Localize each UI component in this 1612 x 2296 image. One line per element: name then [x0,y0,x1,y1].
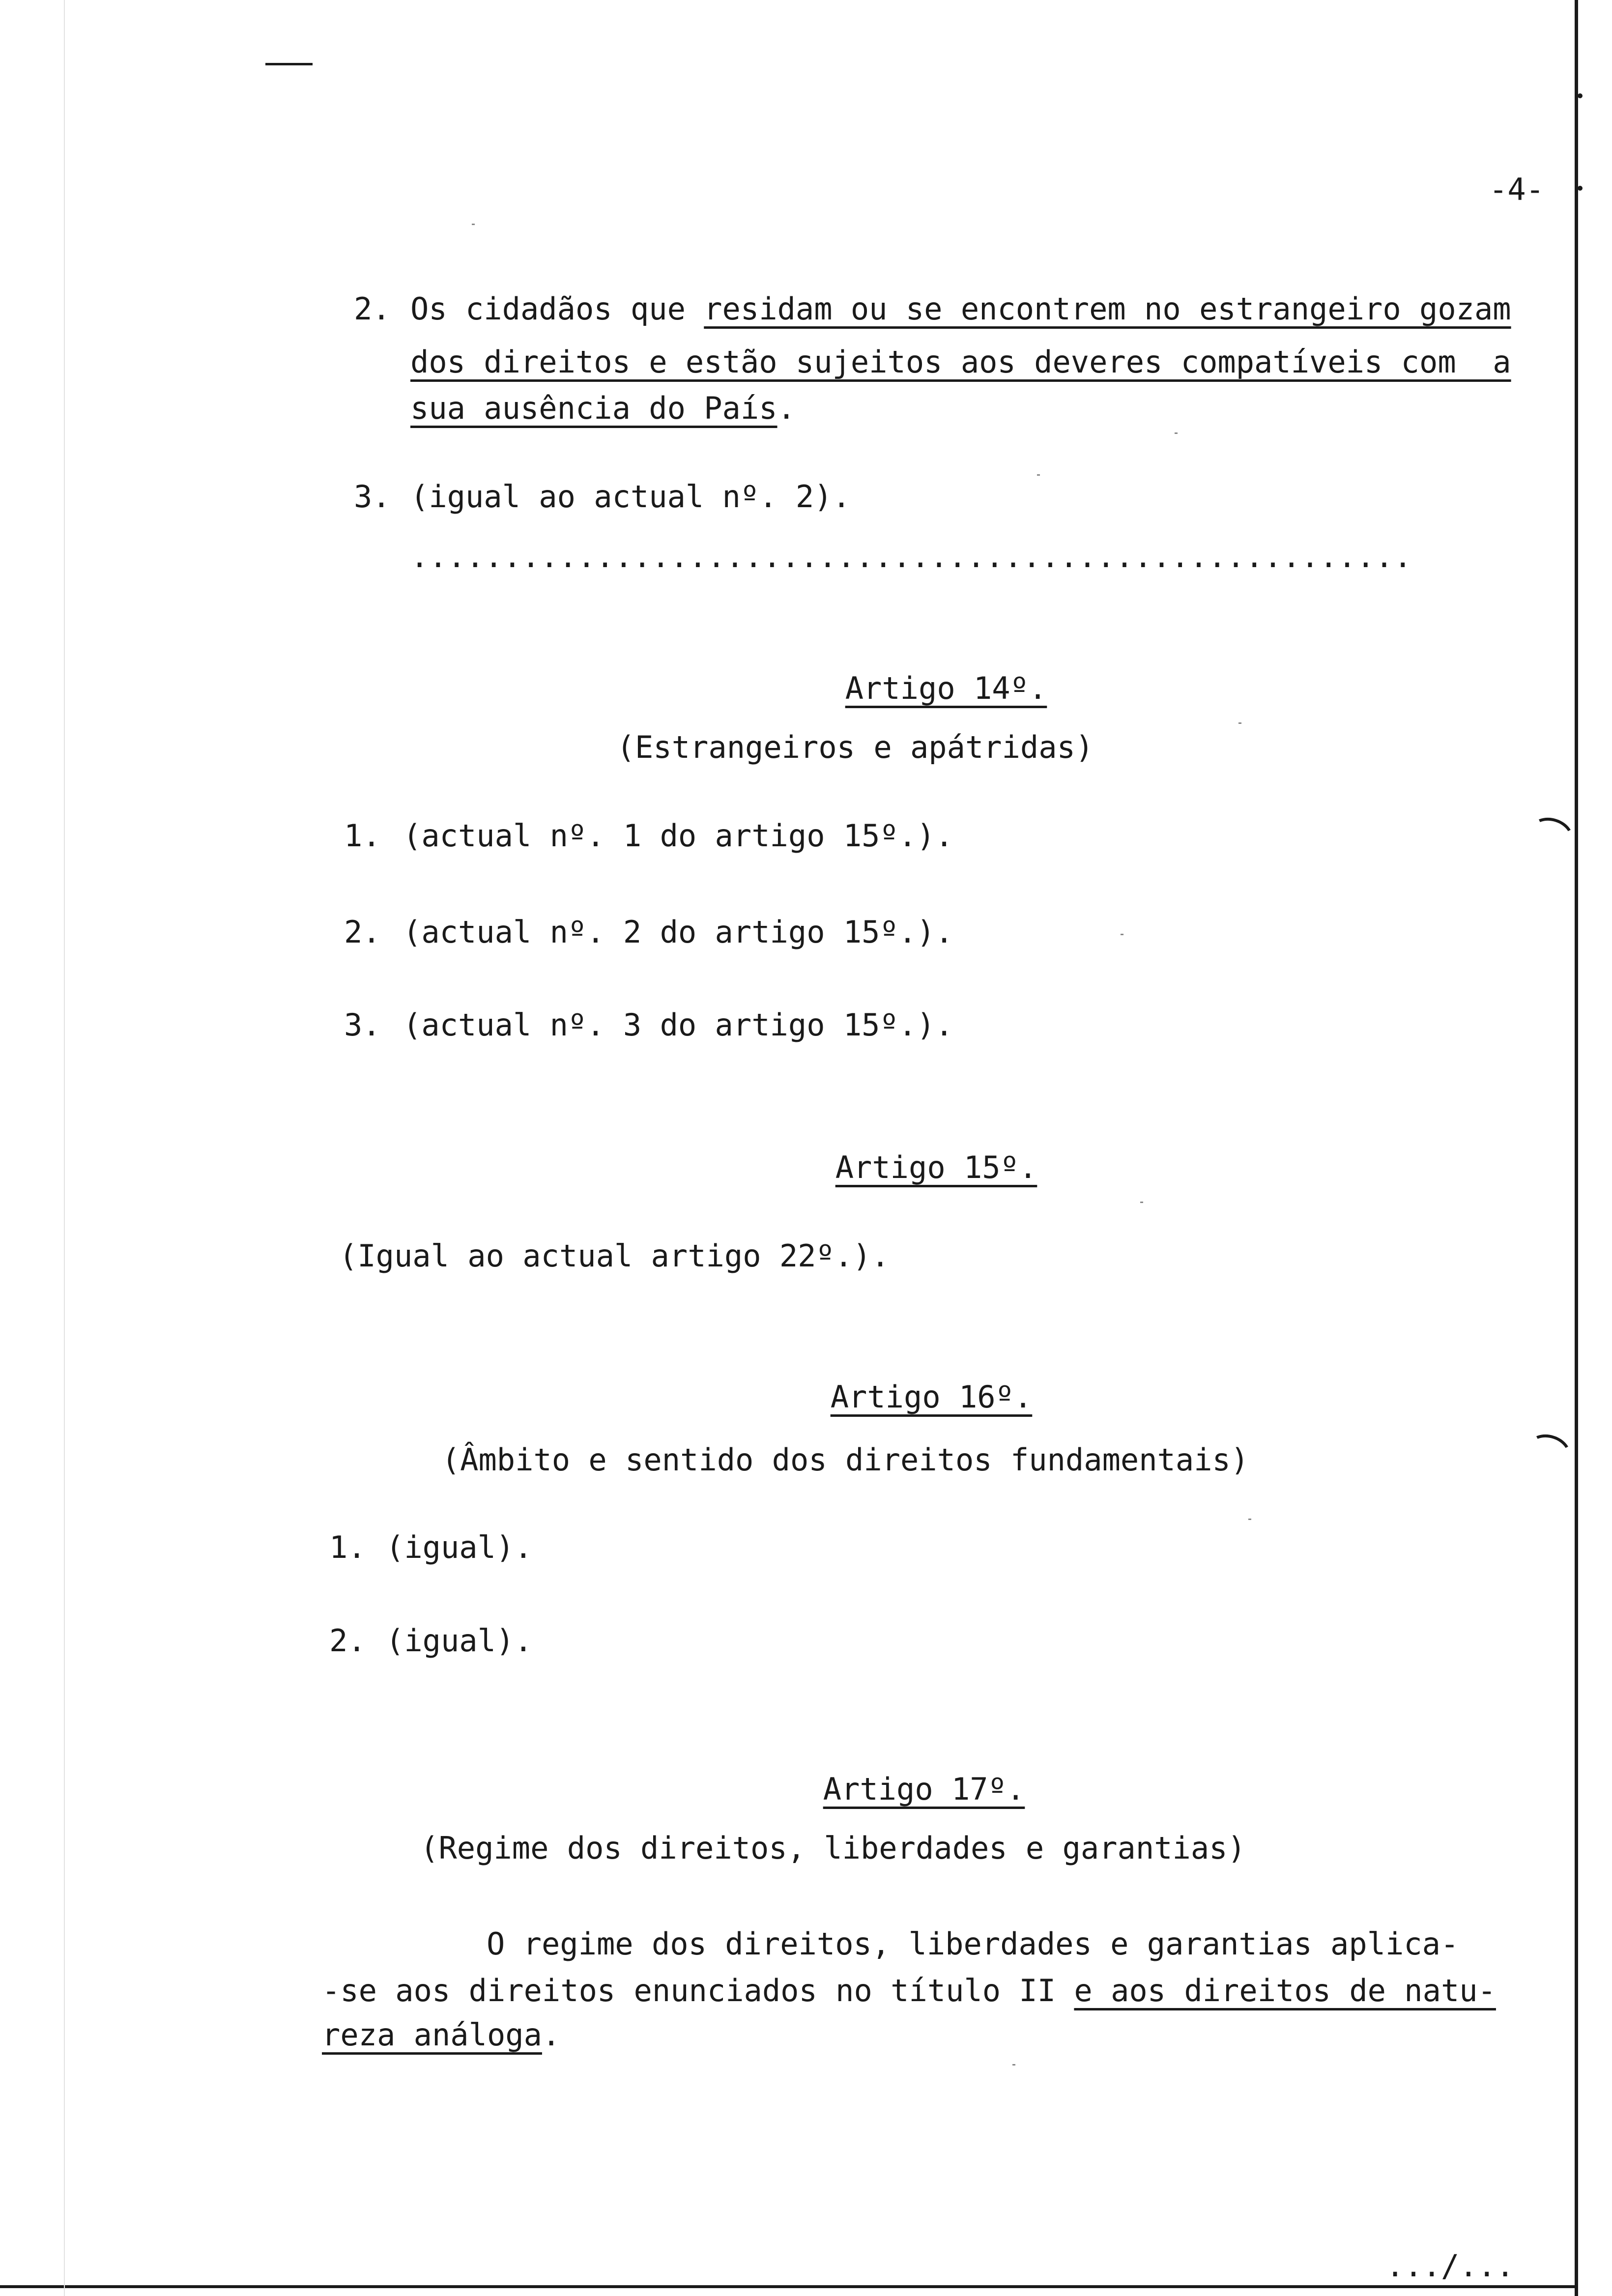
scan-speck [1012,2064,1015,2066]
article-subtitle: (Regime dos direitos, liberdades e garantias) [420,1830,1246,1866]
margin-bracket-mark [1524,812,1578,860]
text-segment: . [542,2017,561,2053]
article-subtitle: (Âmbito e sentido dos direitos fundamentais) [441,1442,1249,1478]
article-title: Artigo 14º. [845,670,1047,706]
article-title: Artigo 17º. [823,1771,1025,1807]
item-number: 1. [344,818,381,854]
underlined-text: sua ausência do País [410,390,777,426]
item-number: 2. [329,1623,366,1659]
item-text: (igual ao actual nº. 2). [410,479,851,515]
text-segment: Os cidadãos que [410,291,704,327]
scan-speck [1238,722,1241,724]
item-number: 1. [329,1529,366,1565]
scan-speck [1037,474,1040,476]
scan-speck [1140,1202,1143,1203]
left-faint-line [64,0,65,2296]
page-number: -4- [1489,172,1544,207]
underlined-text: e aos direitos de natu- [1074,1973,1496,2009]
article-text: (Igual ao actual artigo 22º.). [339,1238,890,1274]
paragraph-line [410,390,796,426]
right-edge-line [1575,0,1578,2296]
text-segment: . [777,390,796,426]
item-text: (actual nº. 3 do artigo 15º.). [403,1007,953,1043]
scan-speck [472,224,475,225]
item-text: (actual nº. 1 do artigo 15º.). [403,818,953,854]
item-text: (igual). [386,1623,533,1659]
bottom-edge-line [0,2285,1575,2288]
item-number: 3. [344,1007,381,1043]
underlined-line: dos direitos e estão sujeitos aos deveres compatíveis com a [410,344,1511,380]
paragraph-line [322,2017,561,2053]
item-text: (actual nº. 2 do artigo 15º.). [403,914,953,950]
article-subtitle: (Estrangeiros e apátridas) [616,729,1094,765]
item-text: (igual). [386,1529,533,1565]
scan-speck [1121,934,1123,935]
underlined-text: residam ou se encontrem no estrangeiro gozam [704,291,1511,327]
article-title: Artigo 16º. [830,1379,1033,1415]
top-left-dash [265,63,313,65]
paragraph-line [322,1973,1496,2009]
item-number: 2. [354,291,391,327]
item-number: 3. [354,479,391,515]
text-segment: -se aos direitos enunciados no título II [322,1973,1074,2009]
dotted-leader: ...................................................... [410,539,1412,574]
paragraph-line [410,291,1511,327]
margin-dot [1578,93,1583,98]
scan-speck [1175,432,1178,434]
paragraph-line: O regime dos direitos, liberdades e garantias aplica- [487,1926,1459,1962]
underlined-text: reza análoga [322,2017,542,2053]
margin-dot [1578,186,1583,191]
scan-speck [1248,1519,1251,1520]
continuation-marker: .../... [1386,2248,1515,2284]
article-title: Artigo 15º. [835,1149,1037,1185]
item-number: 2. [344,914,381,950]
